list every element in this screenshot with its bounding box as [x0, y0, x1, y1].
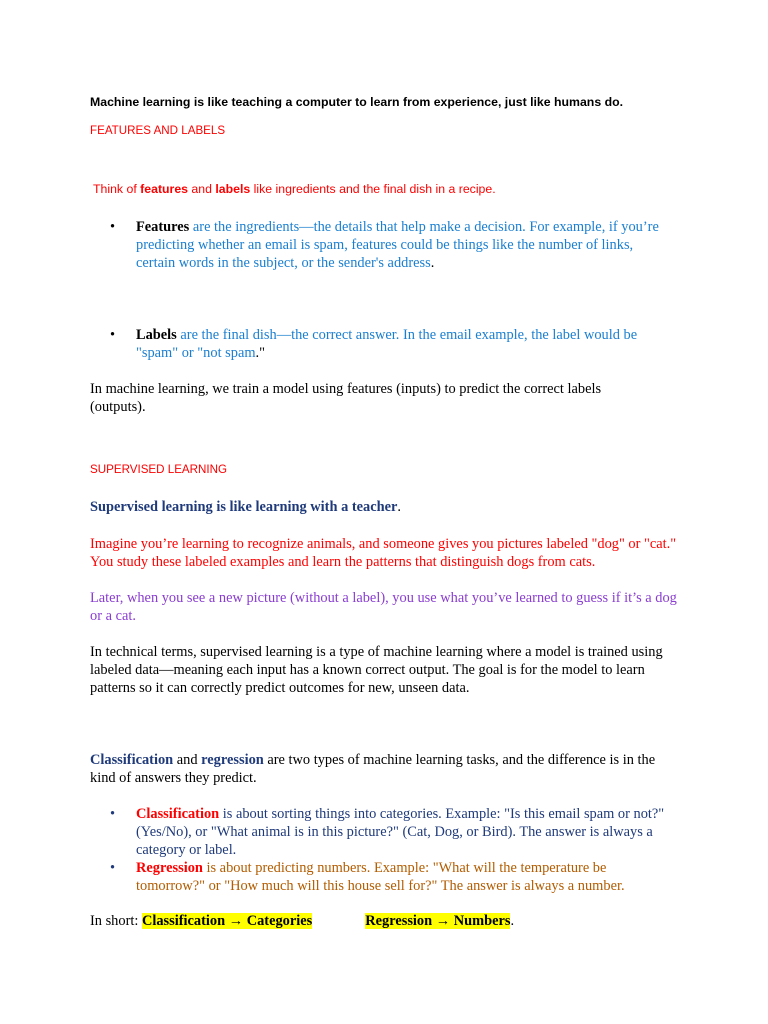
supervised-teacher-end: .: [397, 499, 402, 515]
in-short-prefix: In short:: [90, 913, 142, 929]
regression-description: is about predicting numbers. Example: "What will the temperature be tomorrow?" or "How much will this house sell for?" The answer is always a number.: [136, 860, 625, 894]
bullet-dot: •: [110, 806, 116, 822]
supervised-heading: SUPERVISED LEARNING: [90, 463, 228, 476]
supervised-teacher-sentence: [90, 498, 401, 516]
labels-description: are the final dish—the correct answer. In the email example, the label would be "spam" or "not spam: [136, 327, 638, 361]
bullet-dot: •: [110, 327, 116, 343]
imagine-paragraph: Imagine you’re learning to recognize animals, and someone gives you pictures labeled "dog" or "cat." You study these labeled examples and learn the patterns that distinguish dogs from cats.: [90, 536, 677, 570]
classification-term: Classification: [136, 806, 220, 822]
intro-rest: are two types of machine learning tasks, and the difference is in the kind of answers they predict.: [90, 752, 656, 786]
think-of-labels: labels: [215, 182, 251, 196]
classification-description: is about sorting things into categories. Example: "Is this email spam or not?" (Yes/No), or "What animal is in this picture?" (Cat, Dog, or Bird). The answer is always a category or label.: [136, 806, 665, 858]
in-short-end: .: [510, 913, 515, 929]
think-of-sentence: [93, 181, 496, 197]
classification-regression-intro: [90, 751, 670, 787]
heading-features: FEATURES: [90, 124, 151, 137]
think-of-features: features: [140, 182, 189, 196]
features-labels-heading: [90, 123, 225, 139]
bullet-dot: •: [110, 219, 116, 235]
intro-classification-term: Classification: [90, 752, 174, 768]
features-bullet-text: [136, 218, 670, 272]
supervised-teacher-text: Supervised learning is like learning with a teacher: [90, 499, 398, 515]
intro-and: and: [173, 752, 202, 768]
classification-bullet-text: [136, 805, 670, 859]
think-of-p3: like ingredients and the final dish in a recipe.: [250, 182, 496, 196]
regression-bullet-text: [136, 859, 670, 895]
intro-regression-term: regression: [201, 752, 264, 768]
regression-numbers-highlight: Regression → Numbers: [365, 913, 511, 929]
in-short-line: [90, 912, 690, 930]
features-description: are the ingredients—the details that help make a decision. For example, if you’re predicting whether an email is spam, features could be things like the number of links, certain words in the subject, or the sender's address: [136, 219, 659, 271]
think-of-p2: and: [188, 182, 216, 196]
heading-labels: LABELS: [181, 124, 226, 137]
think-of-p1: Think of: [93, 182, 141, 196]
labels-end: .": [255, 345, 266, 361]
train-paragraph: In machine learning, we train a model using features (inputs) to predict the correct labels (outputs).: [90, 381, 602, 415]
features-term: Features: [136, 219, 190, 235]
technical-paragraph: In technical terms, supervised learning is a type of machine learning where a model is trained using labeled data—meaning each input has a known correct output. The goal is for the model to learn patterns so it can correctly predict outcomes for new, unseen data.: [90, 644, 663, 696]
classification-categories-highlight: Classification → Categories: [141, 913, 313, 929]
labels-term: Labels: [136, 327, 177, 343]
intro-sentence: Machine learning is like teaching a computer to learn from experience, just like humans do.: [90, 95, 624, 109]
heading-and: AND: [150, 124, 182, 137]
later-paragraph: Later, when you see a new picture (without a label), you use what you’ve learned to guess if it’s a dog or a cat.: [90, 590, 677, 624]
labels-bullet-text: [136, 326, 670, 362]
bullet-dot: •: [110, 860, 116, 876]
features-end: .: [430, 255, 435, 271]
regression-term: Regression: [136, 860, 203, 876]
